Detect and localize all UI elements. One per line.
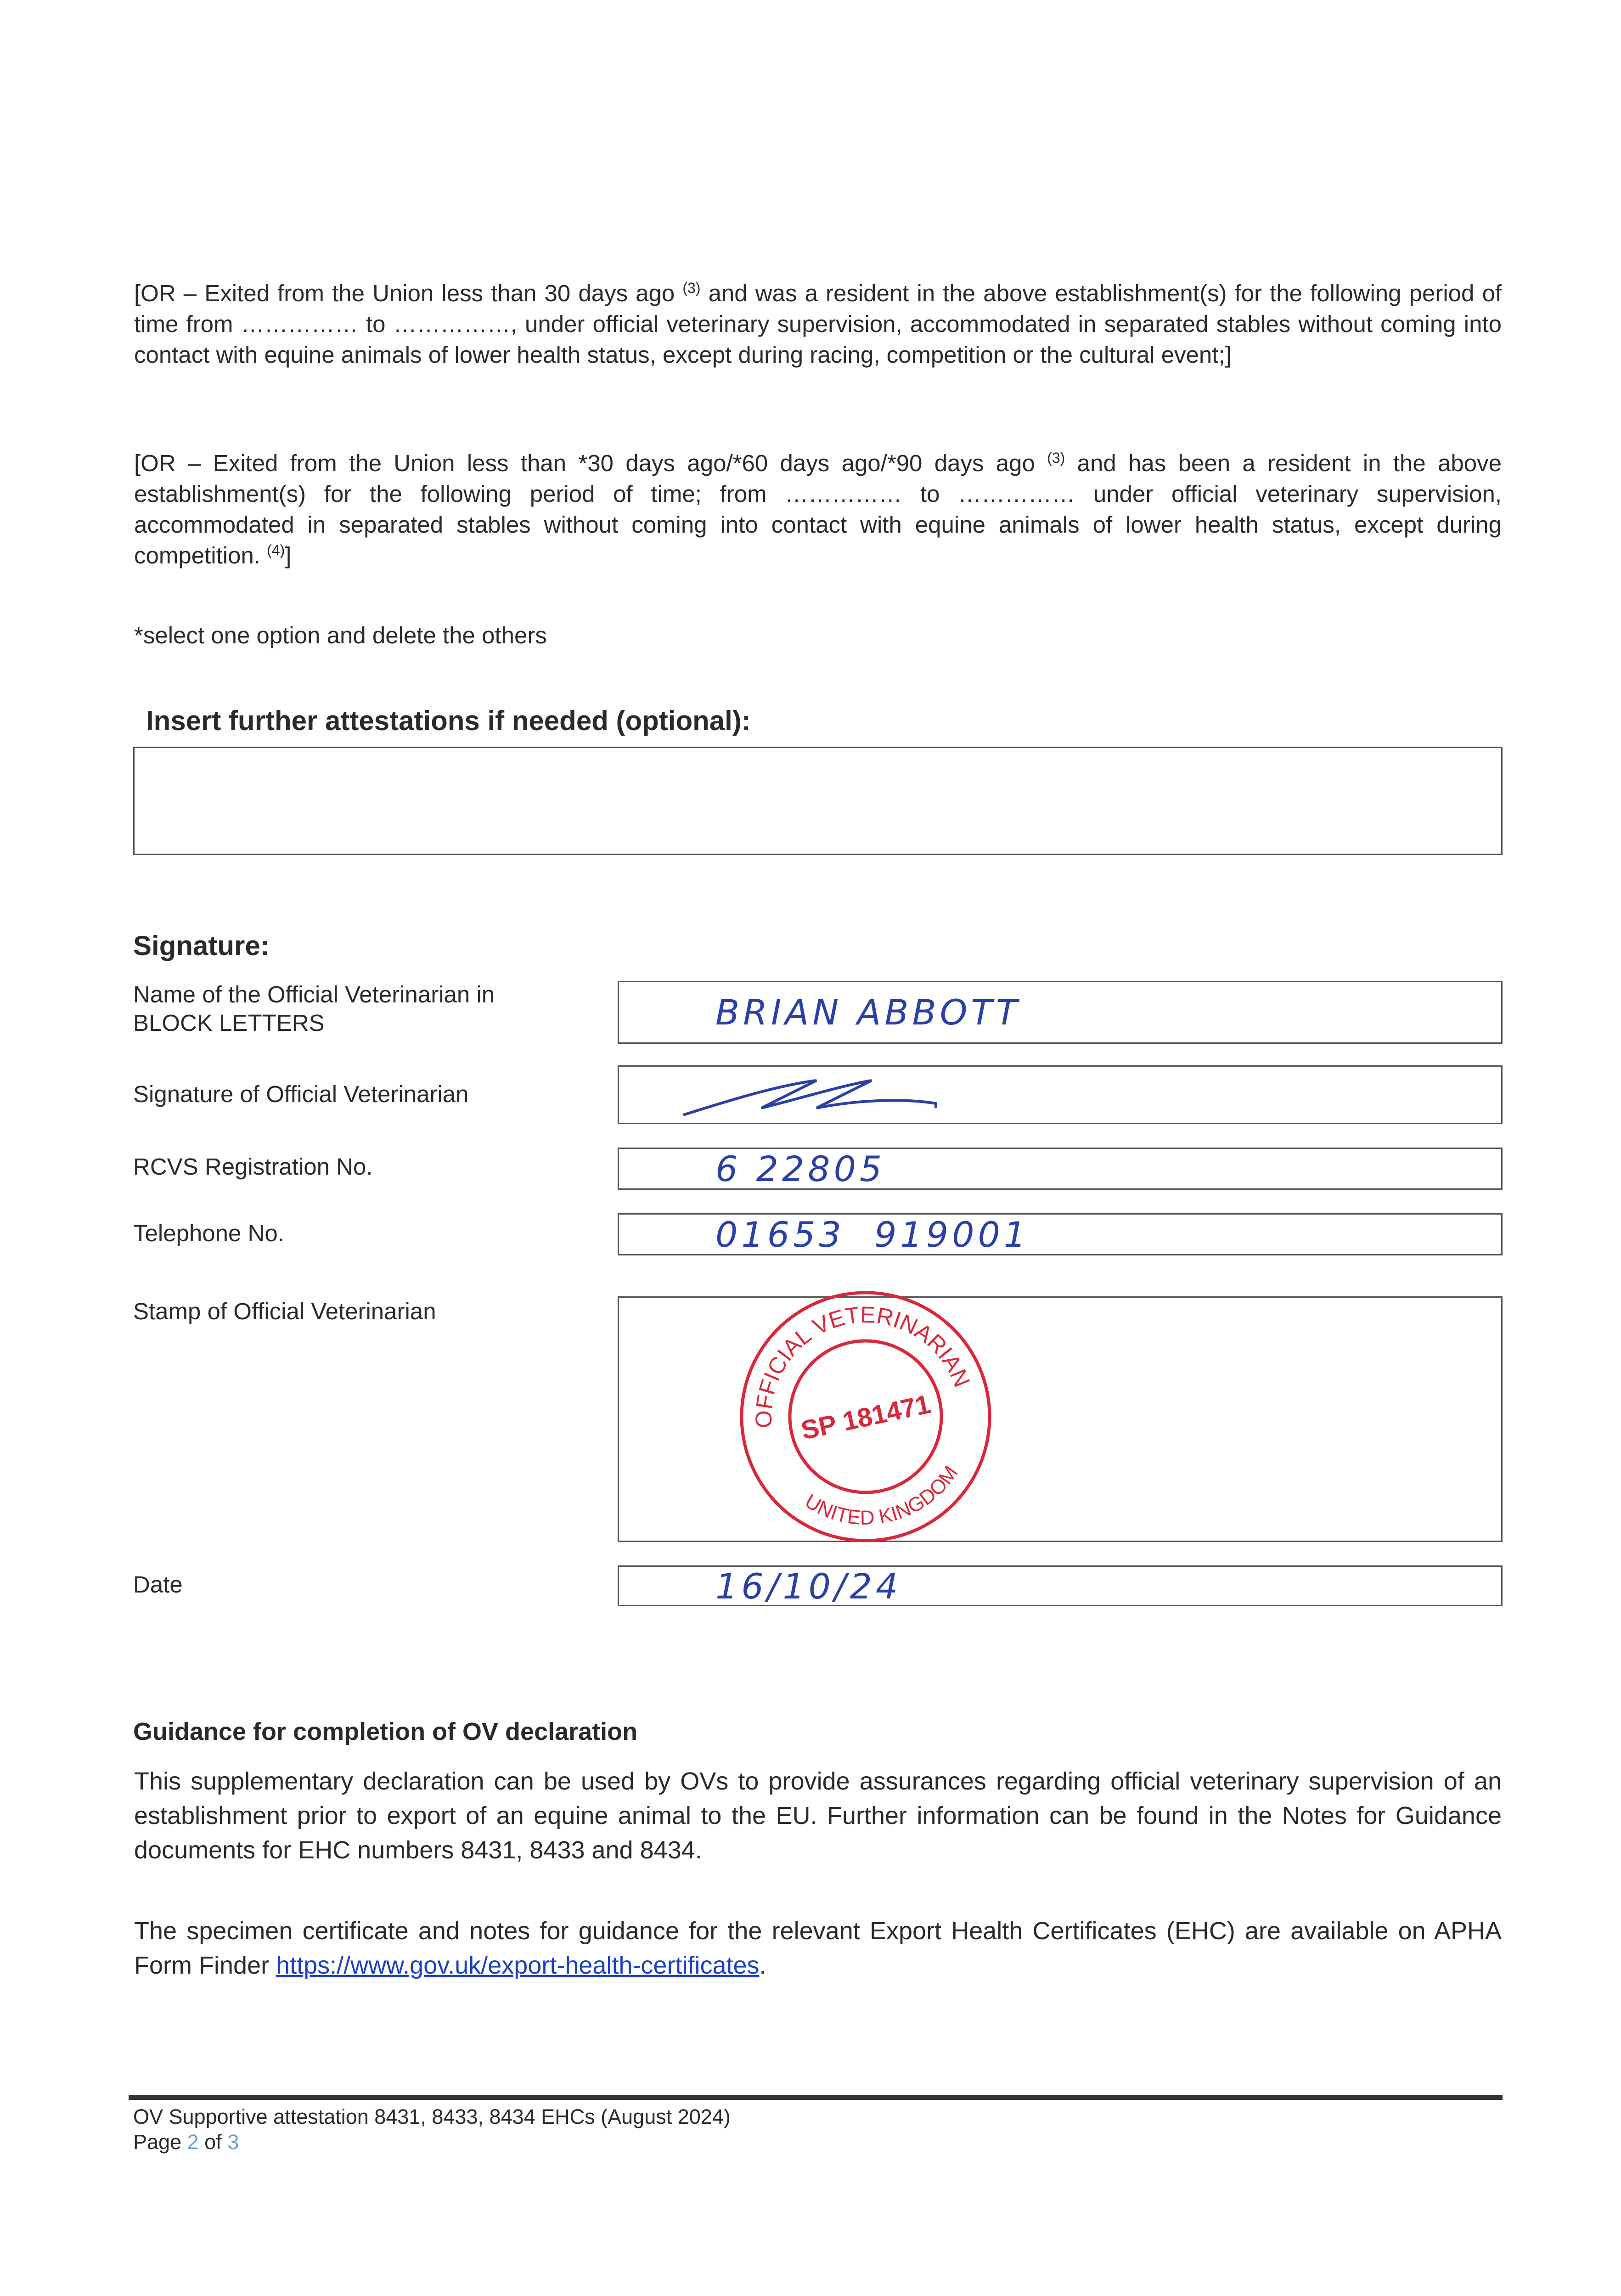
text: of (198, 2130, 228, 2154)
guidance-heading: Guidance for completion of OV declaration (133, 1718, 638, 1745)
page-number (133, 2129, 239, 2155)
official-veterinarian-stamp (730, 1281, 1001, 1552)
rcvs-label: RCVS Registration No. (133, 1154, 373, 1180)
rcvs-value: 6 22805 (715, 1148, 886, 1189)
stamp-bottom-text: UNITED KINGDOM (801, 1462, 962, 1530)
date-value: 16/10/24 (715, 1566, 902, 1607)
further-attestations-field[interactable] (133, 747, 1503, 855)
text: ] (285, 542, 292, 568)
paragraph-or-30-days (134, 278, 1502, 370)
footnote-ref: (3) (682, 280, 701, 296)
text: [OR – Exited from the Union less than 30 days ago (134, 280, 675, 306)
stamp-label: Stamp of Official Veterinarian (133, 1298, 436, 1324)
text: [OR – Exited from the Union less than *30 days ago/*60 days ago/*90 days ago (134, 450, 1035, 476)
rcvs-field[interactable] (618, 1148, 1503, 1190)
date-label: Date (133, 1571, 183, 1598)
stamp-top-text: OFFICIAL VETERINARIAN (750, 1301, 975, 1429)
name-value: BRIAN ABBOTT (715, 992, 1021, 1033)
export-health-certificates-link[interactable]: https://www.gov.uk/export-health-certificates (276, 1952, 760, 1979)
text: and has been a resident in the above establishment(s) for the following period of time; from …………… to …………… under official veterinary supervision, accommodated in separated stables without coming into contact with equine animals of lower health status, except during competition. (134, 450, 1502, 568)
current-page: 2 (187, 2130, 199, 2154)
text: Page (133, 2130, 187, 2154)
signature-heading: Signature: (133, 930, 270, 961)
telephone-value: 01653 919001 (715, 1214, 1030, 1255)
text: and was a resident in the above establishment(s) for the following period of time from …………… to ……………, under official veterinary supervision, accommodated in separated stables without coming into contact with equine animals of lower health status, except during racing, competition or the cultural event;] (134, 280, 1502, 368)
guidance-paragraph-2 (134, 1914, 1502, 1983)
total-pages: 3 (227, 2130, 239, 2154)
telephone-field[interactable] (618, 1213, 1503, 1255)
footnote-ref: (4) (267, 542, 285, 558)
name-field[interactable] (618, 981, 1503, 1044)
signature-label: Signature of Official Veterinarian (133, 1081, 469, 1107)
footer-divider (129, 2095, 1503, 2100)
footer-title: OV Supportive attestation 8431, 8433, 8434 EHCs (August 2024) (133, 2105, 731, 2128)
handwritten-signature (679, 1071, 954, 1122)
telephone-label: Telephone No. (133, 1220, 284, 1246)
stamp-center-text: SP 181471 (798, 1389, 933, 1446)
text: . (759, 1952, 766, 1979)
svg-text:UNITED KINGDOM (798, 1458, 970, 1544)
footnote-ref: (3) (1047, 450, 1065, 466)
paragraph-or-multi-days (134, 448, 1502, 571)
select-note: *select one option and delete the others (134, 622, 547, 648)
further-attestations-heading: Insert further attestations if needed (optional): (146, 705, 751, 736)
signature-field[interactable] (618, 1065, 1503, 1124)
date-field[interactable] (618, 1565, 1503, 1606)
guidance-paragraph-1: This supplementary declaration can be used by OVs to provide assurances regarding official veterinary supervision of an establishment prior to export of an equine animal to the EU. Further information can be found in the Notes for Guidance documents for EHC numbers 8431, 8433 and 8434. (134, 1767, 1502, 1864)
name-label: Name of the Official Veterinarian in BLOCK LETTERS (133, 981, 495, 1036)
text: The specimen certificate and notes for guidance for the relevant Export Health Certificates (EHC) are available on APHA Form Finder (134, 1917, 1502, 1979)
